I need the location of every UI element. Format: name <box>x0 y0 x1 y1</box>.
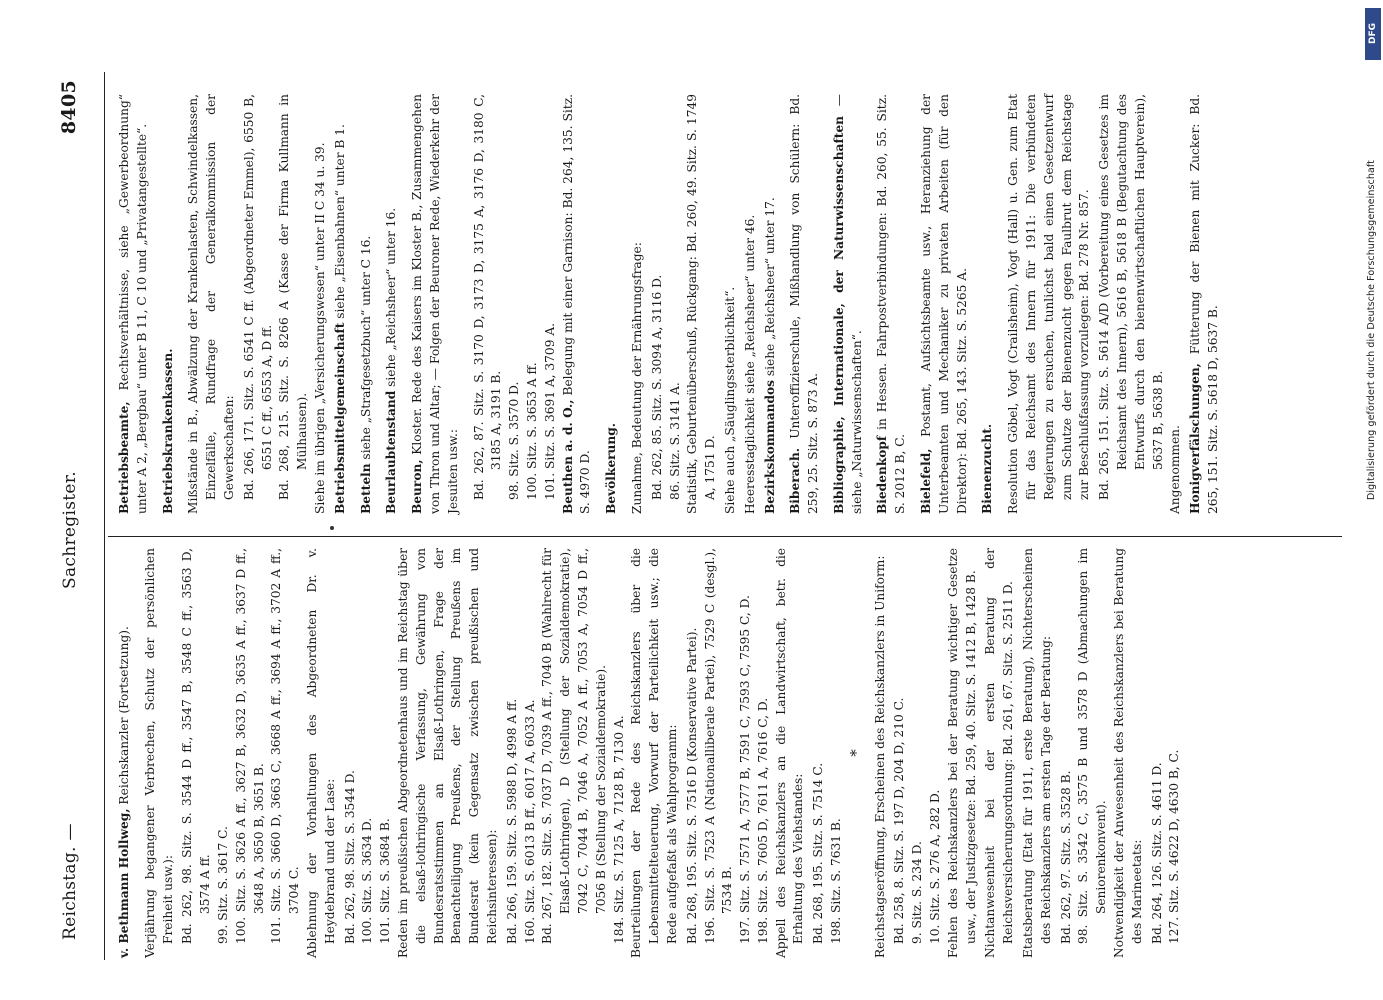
citation-line: 100. Sitz. S. 3653 A ff. <box>524 362 539 500</box>
citation-line: Bd. 266, 171. Sitz. S. 6541 C ff. (Abgeordneter Emmel), 6550 B, 6551 C ff., 6553 A, D ff. <box>241 94 274 500</box>
citation-line: 127. Sitz. S. 4622 D, 4630 B, C. <box>1167 749 1182 944</box>
index-entry <box>116 94 152 514</box>
scanned-page <box>30 60 1370 1000</box>
citation-line: Bd. 264, 126. Sitz. S. 4611 D. <box>1149 762 1164 944</box>
citation-line: Bd. 268, 215. Sitz. S. 8266 A (Kasse der Firma Kullmann in Mülhausen). <box>277 94 310 500</box>
entry-text: Unteroffizierschule, Mißhandlung von Schülern: Bd. 259, 25. Sitz. S. 873 A. <box>788 94 821 514</box>
entry-text: — siehe „Naturwissenschaften“. <box>831 94 864 514</box>
subentry-paragraph: Reichstagseröffnung, Erscheinen des Reichskanzlers in Uniform: <box>872 555 887 958</box>
left-column <box>116 548 1350 958</box>
citation-line: 99. Sitz. S. 3617 C. <box>215 826 230 944</box>
citation-line: 98. Sitz. S. 3542 C, 3575 B und 3578 D (Abmachungen im Seniorenkonvent). <box>1076 548 1109 944</box>
subentry-paragraph: Siehe im übrigen „Versicherungswesen“ unter II C 34 u. 39. <box>312 142 327 514</box>
entry-text: siehe „Reichsheer“ unter 17. <box>762 197 777 381</box>
entry-keyword: Biedenkopf <box>875 435 890 514</box>
entry-keyword: Betriebskrankenkassen. <box>160 348 175 514</box>
citation-line: 86. Sitz. S. 3141 A. <box>667 382 682 500</box>
subentry-paragraph: Siehe auch „Säuglingssterblichkeit“. <box>722 286 737 514</box>
right-column <box>116 94 1350 514</box>
subentry-paragraph: Angenommen. <box>1168 425 1183 514</box>
entry-text: Fütterung der Bienen mit Zucker: Bd. 265, 151. Sitz. S. 5618 D, 5637 B. <box>1188 94 1221 514</box>
subentry-paragraph: Fehlen des Reichskanzlers bei der Beratung wichtiger Gesetze usw., der Justizgesetze: Bd. 259, 40. Sitz. S. 1412 B, 1428 B. <box>945 548 978 958</box>
subentry-paragraph: Ablehnung der Vorhaltungen des Abgeordneten Dr. v. Heydebrand und der Lase: <box>304 548 337 958</box>
citation-line: Bd. 262, 97. Sitz. S. 3528 B. <box>1058 770 1073 944</box>
index-entry <box>762 94 780 514</box>
index-entry <box>831 94 867 514</box>
digitization-credit: Digitalisierung gefördert durch die Deutsche Forschungsgemeinschaft <box>1366 160 1377 500</box>
entry-keyword: Bibliographie, Internationale, der Naturwissenschaften <box>831 116 846 514</box>
citation-line: Bd. 268, 195. Sitz. S. 7514 C. <box>811 762 826 944</box>
index-entry <box>1187 94 1223 514</box>
header-left: Reichstag. — <box>60 823 80 940</box>
citation-line: 196. Sitz. S. 7523 A (Nationalliberale Partei), 7529 C (desgl.), 7534 B. <box>702 548 735 944</box>
section-separator: * <box>846 749 865 757</box>
entry-keyword: Bielefeld, <box>919 448 934 514</box>
citation-line: Bd. 262, 87. Sitz. S. 3170 D, 3173 D, 3175 A, 3176 D, 3180 C, 3185 A, 3191 B. <box>471 94 504 500</box>
index-entry <box>116 548 134 958</box>
index-entry <box>603 94 621 514</box>
entry-keyword: Betriebsmittelgemeinschaft <box>332 322 347 514</box>
citation-line: Bd. 266, 159. Sitz. S. 5988 D, 4998 A ff. <box>504 698 519 944</box>
citation-line: 184. Sitz. S. 7125 A, 7128 B, 7130 A. <box>611 715 626 944</box>
citation-line: 101. Sitz. S. 3691 A, 3709 A. <box>542 323 557 500</box>
entry-keyword: Beuron, <box>410 459 425 514</box>
entry-text: in Hessen. Fahrpostverbindungen: Bd. 260, 55. Sitz. S. 2012 B, C. <box>875 94 908 514</box>
citation-line: Bd. 258, 8. Sitz. S. 197 D, 204 D, 210 C. <box>892 697 907 944</box>
subentry-paragraph: Zunahme, Bedeutung der Ernährungsfrage: <box>629 242 644 514</box>
subentry-paragraph: Beurteilungen der Rede des Reichskanzlers über die Lebensmittelteuerung, Vorwurf der Parteilichkeit usw.; die Rede aufgefaßt als Wahlprogramm: <box>629 548 679 958</box>
entry-keyword: Bienenzucht. <box>980 423 995 514</box>
citation-line: Bd. 267, 182. Sitz. S. 7037 D, 7039 A ff., 7040 B (Wahlrecht für Elsaß-Lothringen), D (Stellung der Sozialdemokratie), 7042 C, 7044 B, 7046 A, 7052 A ff., 7053 A, 7054 D ff., 7056 B (Stellung der Sozialdemokratie). <box>540 548 608 944</box>
subentry-paragraph: Appell des Reichskanzlers an die Landwirtschaft, betr. die Erhaltung des Viehstandes: <box>773 548 806 958</box>
subentry-paragraph: Statistik, Geburtenüberschuß, Rückgang: Bd. 260, 49. Sitz. S. 1749 A, 1751 D. <box>685 94 718 514</box>
entry-text: Kloster. Rede des Kaisers im Kloster B., Zusammengehen von Thron und Altar; — Folgen der Beuroner Rede, Wiederkehr der Jesuiten usw.: <box>410 94 460 514</box>
index-entry <box>979 94 997 514</box>
index-entry <box>560 94 596 514</box>
scan-speck <box>330 526 334 530</box>
entry-text: Rechtsverhältnisse, siehe „Gewerbeordnung“ unter A 2, „Bergbau“ unter B 11, C 10 und „Privatangestellte“. <box>117 94 149 514</box>
entry-text: siehe „Reichsheer“ unter 16. <box>384 207 399 391</box>
citation-line: 197. Sitz. S. 7571 A, 7577 B, 7591 C, 7593 C, 7595 C, D. <box>738 595 753 944</box>
entry-keyword: Honigverfälschungen, <box>1188 363 1203 514</box>
citation-line: Bd. 265, 151. Sitz. S. 5614 A/D (Vorbereitung eines Gesetzes im Reichsamt des Innern), 5616 B, 5618 B (Begutachtung des Entwurfs durch den bienenwirtschaftlichen Hauptverein), 5637 B, 5638 B. <box>1097 94 1165 500</box>
running-header <box>56 60 88 1000</box>
entry-text: siehe „Strafgesetzbuch“ unter C 16. <box>358 235 373 464</box>
citation-line: Bd. 268, 195. Sitz. S. 7516 D (Konservative Partei). <box>684 627 699 944</box>
entry-text: Reichskanzler (Fortsetzung). <box>117 626 131 809</box>
subentry-paragraph: Mißstände in B., Abwälzung der Krankenlasten, Schwindelkassen, Einzelfälle, Rundfrage der Generalkommission der Gewerkschaften: <box>186 94 236 514</box>
entry-keyword: Bezirkskommandos <box>762 380 777 514</box>
entry-keyword: Betteln <box>358 463 373 514</box>
entry-keyword: Biberach. <box>788 447 803 514</box>
index-entry <box>918 94 971 514</box>
citation-line: 160. Sitz. S. 6013 B ff., 6017 A, 6033 A. <box>522 699 537 944</box>
index-entry <box>160 94 178 514</box>
entry-keyword: Beurlaubtenstand <box>384 390 399 514</box>
entry-keyword: Betriebsbeamte, <box>117 401 131 514</box>
subentry-paragraph: Nichtanwesenheit bei der ersten Beratung der Reichsversicherungsordnung: Bd. 261, 67. Sitz. S. 2511 D. <box>983 548 1016 958</box>
index-entry <box>332 94 350 514</box>
index-entry <box>409 94 462 514</box>
citation-line: 100. Sitz. S. 3634 D. <box>360 817 375 944</box>
citation-line: 101. Sitz. S. 3660 D, 3663 C, 3668 A ff., 3694 A ff., 3702 A ff., 3704 C. <box>269 548 302 944</box>
column-divider <box>108 536 1342 537</box>
citation-line: Bd. 262, 98. Sitz. S. 3544 D ff., 3547 B, 3548 C ff., 3563 D, 3574 A ff. <box>180 548 213 944</box>
citation-line: 10. Sitz. S. 276 A, 282 D. <box>928 789 943 944</box>
citation-line: 101. Sitz. S. 3684 B. <box>378 818 393 944</box>
entry-text: siehe „Eisenbahnen“ unter B 1. <box>332 124 347 323</box>
subentry-paragraph: Etatsberatung (Etat für 1911, erste Beratung), Nichterscheinen des Reichskanzlers am ersten Tage der Beratung: <box>1021 548 1053 958</box>
citation-line: 9. Sitz. S. 234 D. <box>910 841 925 944</box>
citation-line: 198. Sitz. S. 7631 B. <box>829 818 844 944</box>
index-entry <box>383 94 401 514</box>
entry-keyword: v. Bethmann Hollweg, <box>117 808 131 958</box>
citation-line: Bd. 262, 85. Sitz. S. 3094 A, 3116 D. <box>649 274 664 500</box>
dfg-logo: DFG <box>1365 8 1381 60</box>
header-rule <box>104 72 105 960</box>
header-center: Sachregister. <box>60 471 80 589</box>
entry-text: Postamt, Aufsichtsbeamte usw., Heranziehung der Unterbeamten und Mechaniker zu privaten Arbeiten (für den Direktor): Bd. 265, 143. Sitz. S. 5265 A. <box>919 94 969 514</box>
index-entry <box>358 94 376 514</box>
page-number: 8405 <box>58 80 80 135</box>
citation-line: Bd. 262, 98. Sitz. S. 3544 D. <box>342 770 357 944</box>
index-entry <box>874 94 910 514</box>
subentry-paragraph: Heeresstaglichkeit siehe „Reichsheer“ unter 46. <box>742 214 757 514</box>
citation-line: 98. Sitz. S. 3570 D. <box>507 381 522 500</box>
subentry-paragraph: Resolution Göbel, Vogt (Crailsheim), Vogt (Hall) u. Gen. zum Etat für das Reichsamt des Innern für 1911: Die verbündeten Regierungen zu ersuchen, tunlichst bald einen Gesetzentwurf zum Schutze der Bienenzucht gegen Faulbrut dem Reichstage zur Beschlußfassung vorzulegen: Bd. 278 Nr. 857. <box>1006 94 1092 514</box>
citation-line: 198. Sitz. S. 7605 D, 7611 A, 7616 C, D. <box>755 697 770 944</box>
citation-line: 100. Sitz. S. 3626 A ff., 3627 B, 3632 D, 3635 A ff., 3637 D ff., 3648 A, 3650 B, 3651 B. <box>233 548 266 944</box>
entry-text: Belegung mit einer Garnison: Bd. 264, 135. Sitz. S. 4970 D. <box>560 93 593 514</box>
subentry-paragraph: Verjährung begangener Verbrechen, Schutz der persönlichen Freiheit usw.): <box>142 548 175 958</box>
entry-keyword: Bevölkerung. <box>604 422 619 514</box>
index-entry <box>787 94 823 514</box>
entry-keyword: Beuthen a. d. O., <box>560 399 575 514</box>
subentry-paragraph: Reden im preußischen Abgeordnetenhaus und im Reichstag über die elsaß-lothringische Verfassung, Gewährung von Bundesratsstimmen an Elsaß-Lothringen, Frage der Benachteiligung Preußens, der Stellung Preußens im Bundesrat (kein Gegensatz zwischen preußischen und Reichsinteressen): <box>395 548 499 958</box>
subentry-paragraph: Notwendigkeit der Anwesenheit des Reichskanzlers bei Beratung des Marineetats: <box>1112 548 1144 958</box>
